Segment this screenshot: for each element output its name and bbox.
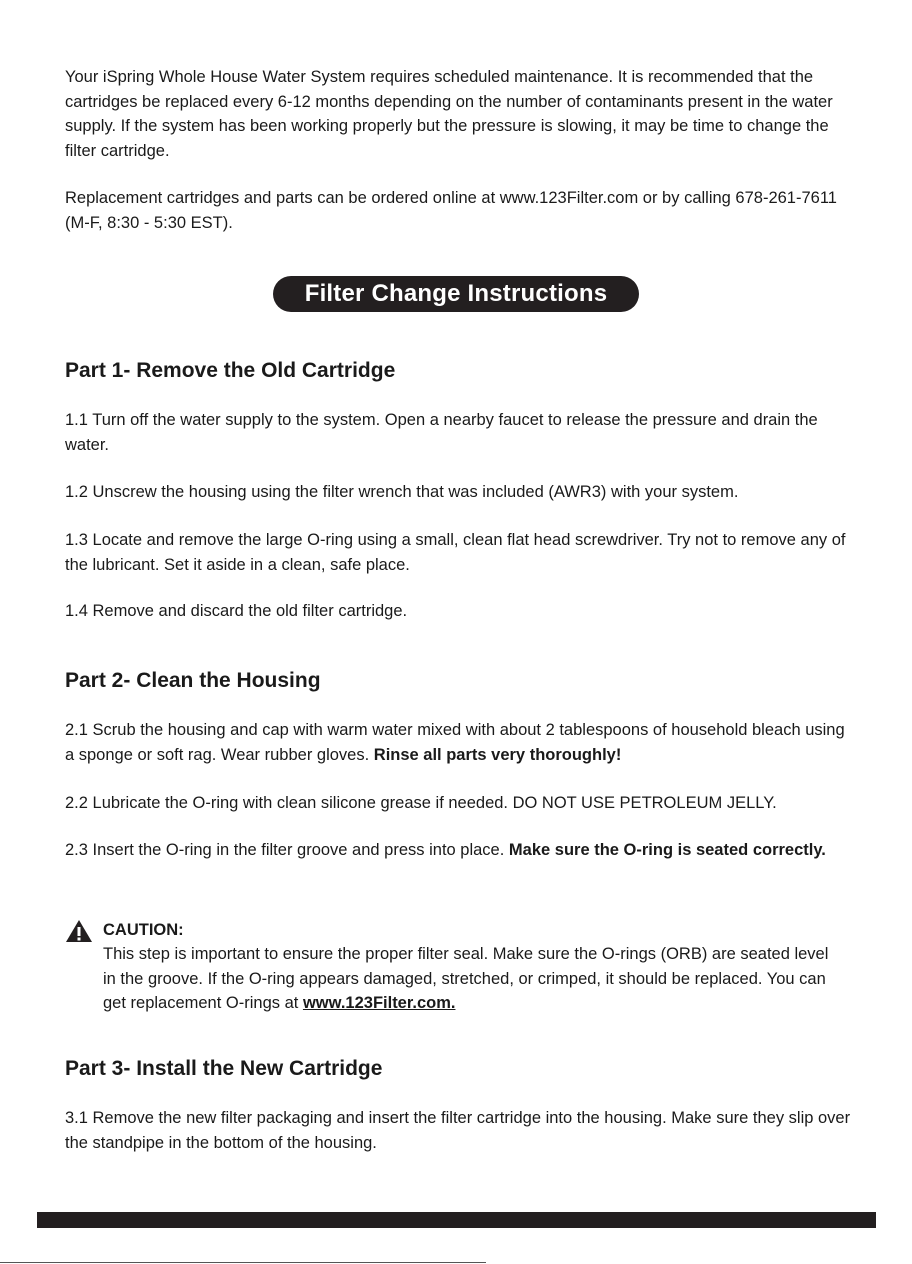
bottom-divider xyxy=(0,1262,486,1263)
step-1-4: 1.4 Remove and discard the old filter cartridge. xyxy=(65,602,408,620)
footer-bar xyxy=(37,1212,876,1228)
step-1-3: 1.3 Locate and remove the large O-ring using a small, clean flat head screwdriver. Try not to remove any of the lubricant. Set it aside in a clean, safe place. xyxy=(65,531,846,574)
ordering-paragraph: Replacement cartridges and parts can be ordered online at www.123Filter.com or by calling 678-261-7611 (M-F, 8:30 - 5:30 EST). xyxy=(65,189,837,232)
part1-heading: Part 1- Remove the Old Cartridge xyxy=(65,359,396,382)
step-2-3 xyxy=(65,838,855,863)
warning-triangle-icon xyxy=(65,919,93,943)
step-3-1: 3.1 Remove the new filter packaging and insert the filter cartridge into the housing. Make sure they slip over the standpipe in the bottom of the housing. xyxy=(65,1109,851,1152)
step-2-2: 2.2 Lubricate the O-ring with clean silicone grease if needed. DO NOT USE PETROLEUM JELLY. xyxy=(65,794,777,812)
part2-heading: Part 2- Clean the Housing xyxy=(65,669,321,692)
step-2-1-emphasis: Rinse all parts very thoroughly! xyxy=(373,745,622,764)
step-1-1: 1.1 Turn off the water supply to the system. Open a nearby faucet to release the pressure and drain the water. xyxy=(65,411,818,454)
page-title: Filter Change Instructions xyxy=(273,276,639,312)
step-2-3-text: 2.3 Insert the O-ring in the filter groove and press into place. xyxy=(65,841,509,859)
step-1-2: 1.2 Unscrew the housing using the filter wrench that was included (AWR3) with your system. xyxy=(65,483,739,501)
step-2-1-text: 2.1 Scrub the housing and cap with warm water mixed with about 2 tablespoons of household bleach using a sponge or soft rag. Wear rubber gloves. xyxy=(65,721,845,764)
caution-body-text: This step is important to ensure the proper filter seal. Make sure the O-rings (ORB) are seated level in the groove. If the O-ring appears damaged, stretched, or crimped, it should be replaced. You can get replacement O-rings at xyxy=(103,945,829,1012)
caution-text xyxy=(103,942,843,1016)
intro-paragraph: Your iSpring Whole House Water System requires scheduled maintenance. It is recommended that the cartridges be replaced every 6-12 months depending on the number of contaminants present in the water supply. If the system has been working properly but the pressure is slowing, it may be time to change the filter cartridge. xyxy=(65,68,833,160)
replacement-link[interactable]: www.123Filter.com. xyxy=(302,994,456,1012)
caution-label: CAUTION: xyxy=(103,921,184,939)
step-2-1 xyxy=(65,718,855,767)
part3-heading: Part 3- Install the New Cartridge xyxy=(65,1057,383,1080)
step-2-3-emphasis: Make sure the O-ring is seated correctly. xyxy=(508,841,826,859)
